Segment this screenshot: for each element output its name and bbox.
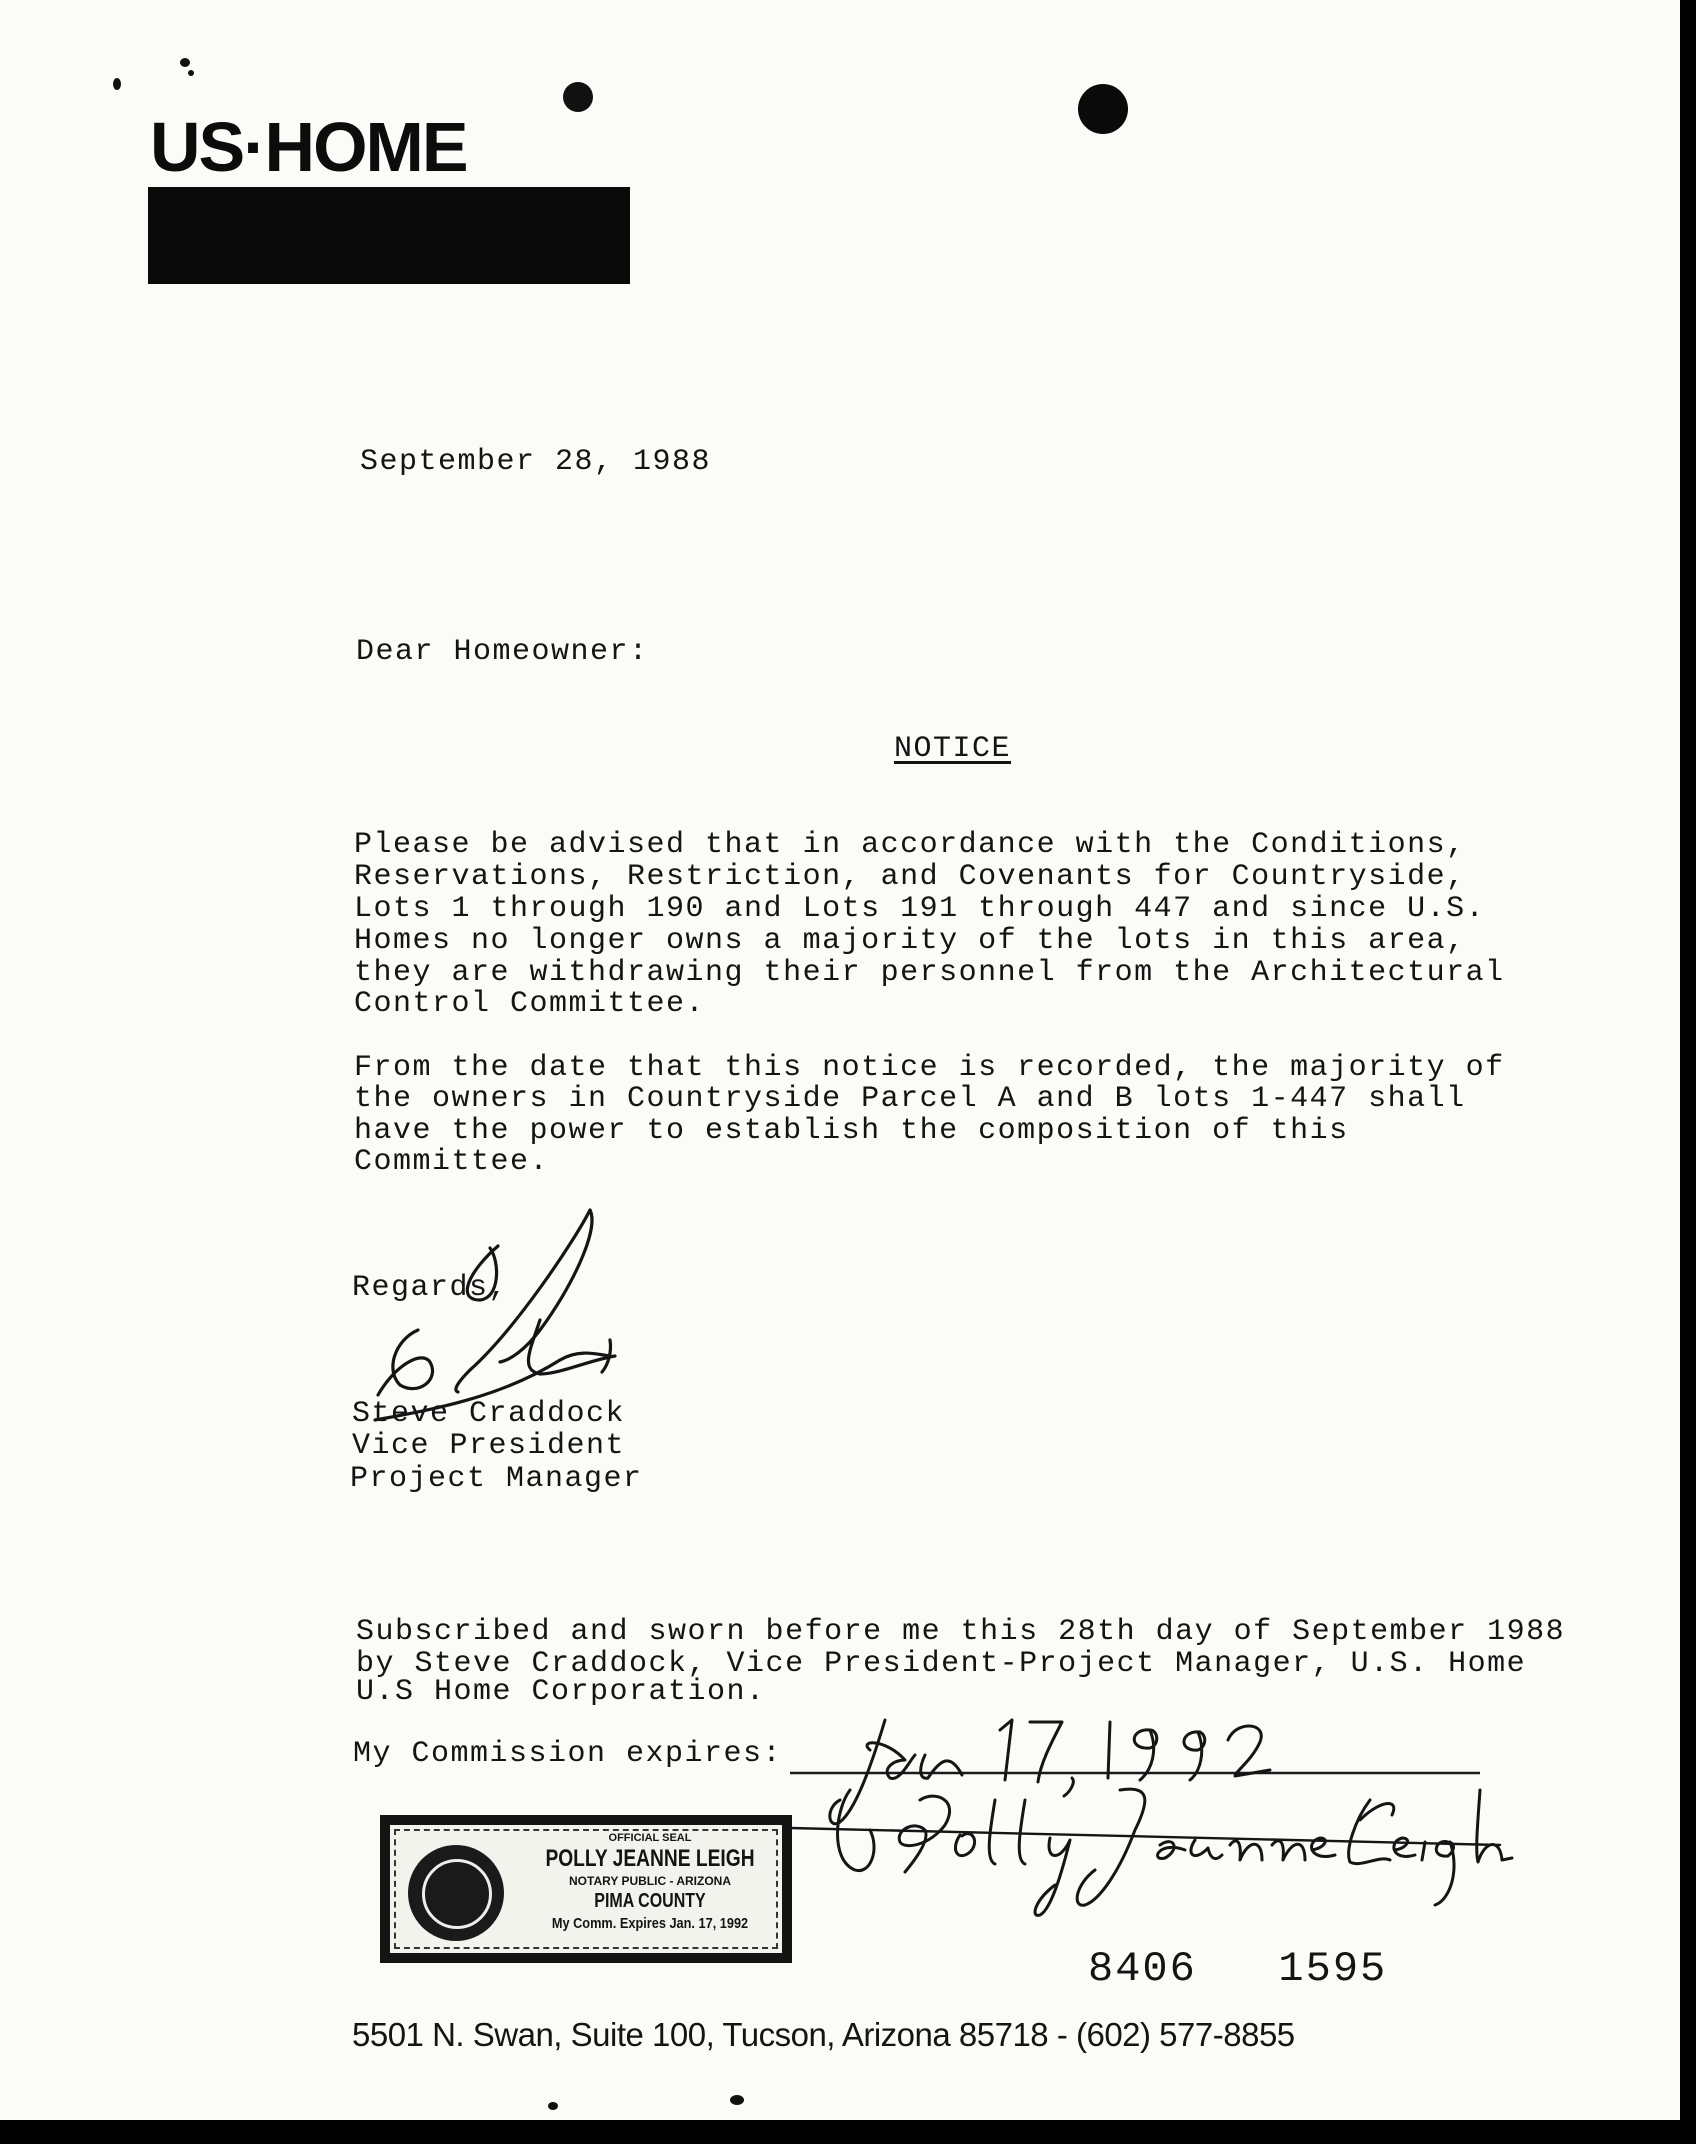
paragraph-line: From the date that this notice is recorded, the majority of <box>354 1051 1505 1085</box>
signer-name: Steve Craddock <box>352 1397 626 1431</box>
signer-title: Project Manager <box>350 1462 643 1496</box>
seal-line: OFFICIAL SEAL <box>608 1832 692 1844</box>
paragraph-line: Lots 1 through 190 and Lots 191 through 447 and since U.S. <box>354 892 1486 926</box>
paragraph-line: they are withdrawing their personnel from the Architectural <box>354 956 1505 990</box>
logo-wordmark: US·HOME <box>150 108 467 186</box>
seal-line: NOTARY PUBLIC - ARIZONA <box>569 1874 731 1888</box>
salutation: Dear Homeowner: <box>356 635 649 669</box>
notary-signature-handwriting <box>790 1789 1512 1915</box>
paragraph-line: Committee. <box>354 1145 550 1179</box>
footer-address: 5501 N. Swan, Suite 100, Tucson, Arizona 85718 - (602) 577-8855 <box>352 2016 1295 2053</box>
notary-line: U.S Home Corporation. <box>356 1675 766 1709</box>
closing: Regards, <box>352 1271 509 1305</box>
notary-line: by Steve Craddock, Vice President-Project Manager, U.S. Home <box>356 1647 1527 1681</box>
seal-line: PIMA COUNTY <box>594 1890 706 1912</box>
commission-label: My Commission expires: <box>353 1737 783 1771</box>
signer-signature <box>375 1210 615 1420</box>
signer-title: Vice President <box>352 1429 626 1463</box>
letter-date: September 28, 1988 <box>360 445 712 479</box>
paragraph-line: Homes no longer owns a majority of the lots in this area, <box>354 924 1466 958</box>
paragraph-line: Reservations, Restriction, and Covenants for Countryside, <box>354 860 1466 894</box>
notary-line: Subscribed and sworn before me this 28th day of September 1988 <box>356 1615 1566 1649</box>
paragraph-line: have the power to establish the composition of this <box>354 1114 1349 1148</box>
seal-line: POLLY JEANNE LEIGH <box>545 1845 755 1872</box>
notice-title: NOTICE <box>894 732 1012 766</box>
paragraph-line: the owners in Countryside Parcel A and B lots 1-447 shall <box>354 1082 1466 1116</box>
seal-line: My Comm. Expires Jan. 17, 1992 <box>551 1915 749 1932</box>
paragraph-line: Control Committee. <box>354 987 706 1021</box>
paragraph-line: Please be advised that in accordance with the Conditions, <box>354 828 1466 862</box>
document-number: 8406 1595 <box>1088 1945 1388 1993</box>
